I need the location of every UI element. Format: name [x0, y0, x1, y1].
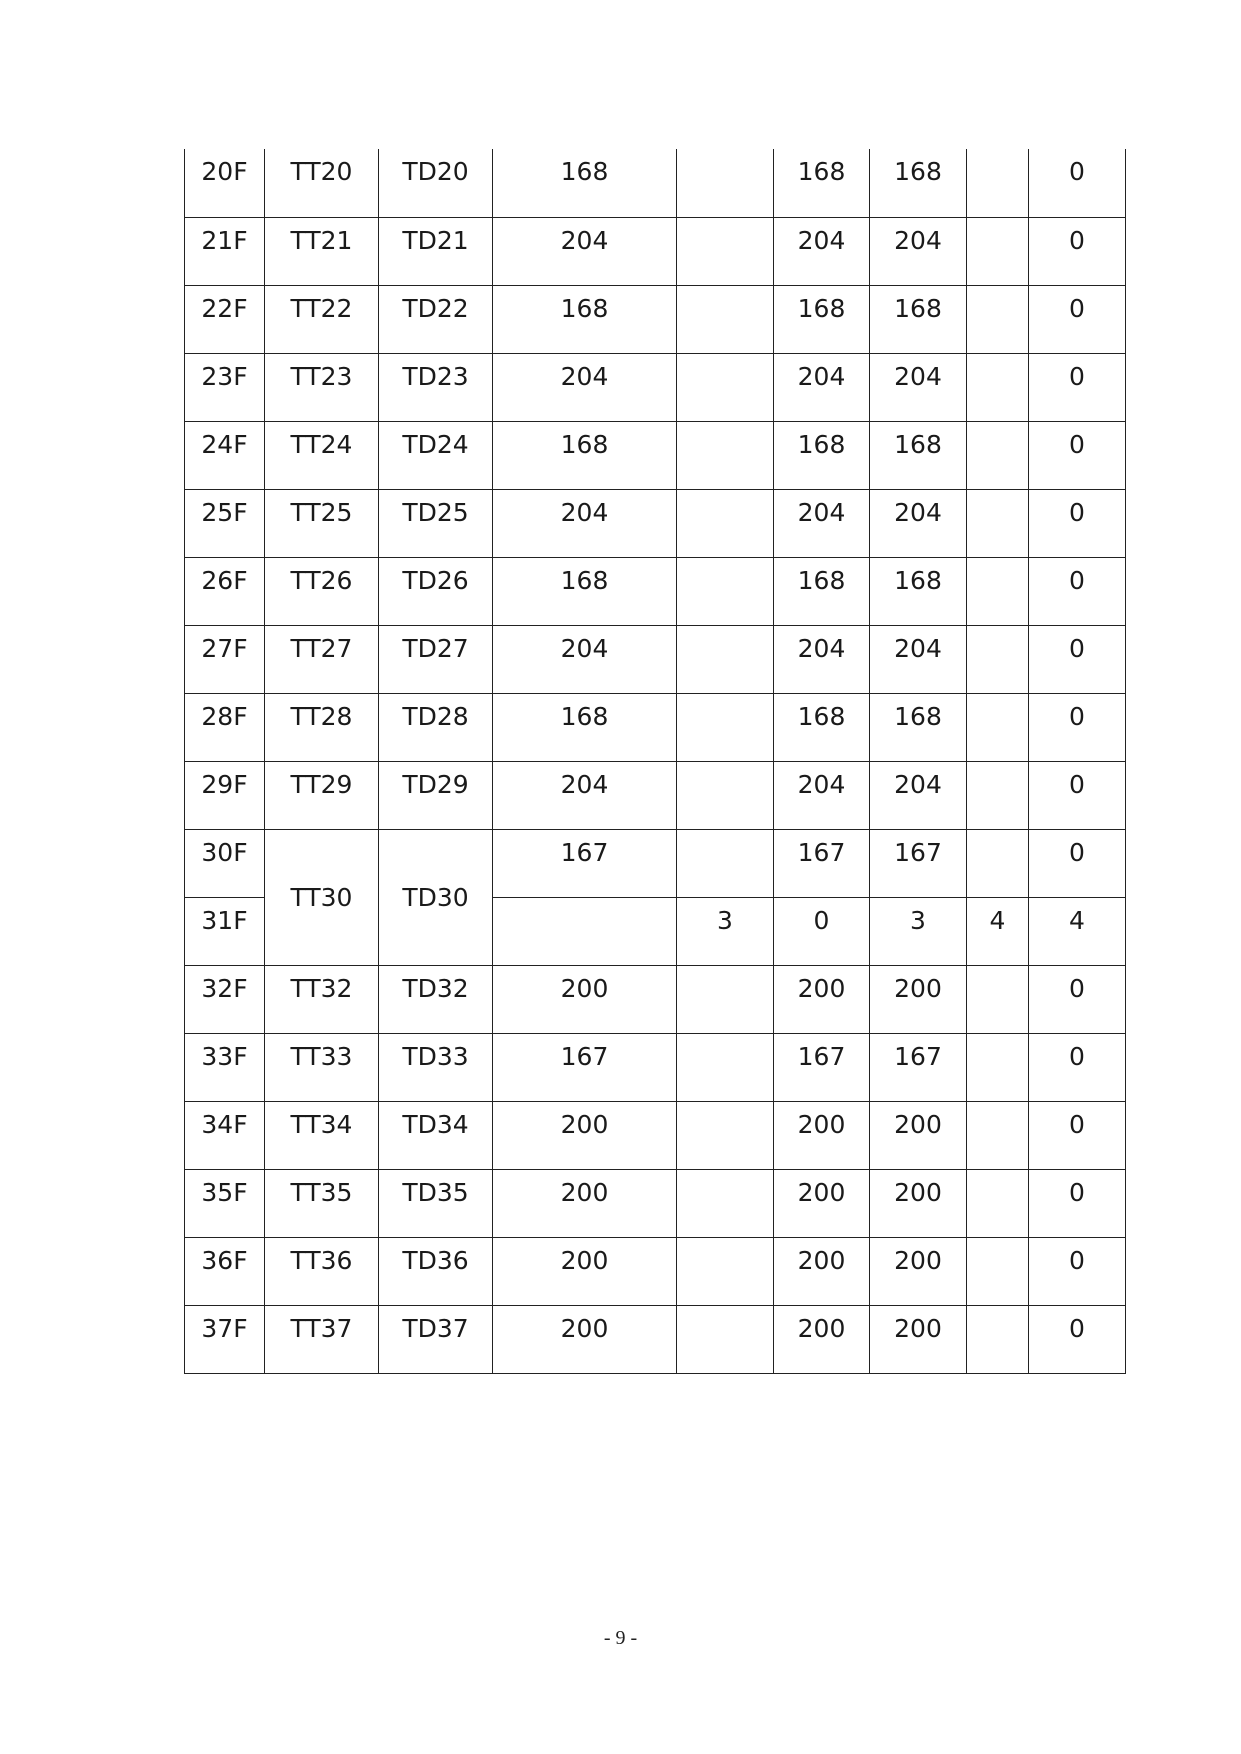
- value-a-cell: 204: [493, 217, 677, 285]
- code-td-cell: TD27: [379, 625, 493, 693]
- code-tt-cell: TT24: [265, 421, 379, 489]
- code-td-cell: TD29: [379, 761, 493, 829]
- value-e-cell: [967, 217, 1029, 285]
- value-a-cell: 167: [493, 1033, 677, 1101]
- value-d-cell: 200: [870, 1305, 967, 1373]
- value-d-cell: 200: [870, 965, 967, 1033]
- code-td-cell: TD20: [379, 149, 493, 217]
- value-d-cell: 3: [870, 897, 967, 965]
- code-tt-cell: TT37: [265, 1305, 379, 1373]
- floor-cell: 30F: [185, 829, 265, 897]
- value-f-cell: 0: [1029, 625, 1126, 693]
- value-a-cell: 200: [493, 1101, 677, 1169]
- page-number: - 9 -: [603, 1627, 638, 1649]
- code-td-cell: TD36: [379, 1237, 493, 1305]
- value-f-cell: 0: [1029, 217, 1126, 285]
- value-f-cell: 0: [1029, 421, 1126, 489]
- floor-cell: 36F: [185, 1237, 265, 1305]
- value-c-cell: 168: [774, 421, 870, 489]
- code-tt-cell: TT36: [265, 1237, 379, 1305]
- value-c-cell: 168: [774, 557, 870, 625]
- code-td-cell: TD35: [379, 1169, 493, 1237]
- value-b-cell: [677, 1169, 774, 1237]
- floor-cell: 28F: [185, 693, 265, 761]
- value-f-cell: 0: [1029, 965, 1126, 1033]
- table-row: [185, 1101, 1126, 1169]
- value-f-cell: 0: [1029, 1101, 1126, 1169]
- code-td-cell: TD26: [379, 557, 493, 625]
- value-d-cell: 200: [870, 1169, 967, 1237]
- floor-cell: 24F: [185, 421, 265, 489]
- table-row: [185, 761, 1126, 829]
- code-tt-cell: TT22: [265, 285, 379, 353]
- table-row: [185, 965, 1126, 1033]
- value-b-cell: [677, 421, 774, 489]
- value-e-cell: [967, 1237, 1029, 1305]
- value-e-cell: 4: [967, 897, 1029, 965]
- value-b-cell: [677, 217, 774, 285]
- code-td-cell: TD30: [379, 829, 493, 965]
- code-td-cell: TD32: [379, 965, 493, 1033]
- value-d-cell: 204: [870, 625, 967, 693]
- floor-cell: 31F: [185, 897, 265, 965]
- code-td-cell: TD25: [379, 489, 493, 557]
- value-b-cell: [677, 829, 774, 897]
- value-c-cell: 168: [774, 285, 870, 353]
- value-d-cell: 167: [870, 1033, 967, 1101]
- value-e-cell: [967, 285, 1029, 353]
- value-e-cell: [967, 1169, 1029, 1237]
- floor-cell: 26F: [185, 557, 265, 625]
- value-e-cell: [967, 693, 1029, 761]
- code-td-cell: TD22: [379, 285, 493, 353]
- value-e-cell: [967, 557, 1029, 625]
- code-td-cell: TD34: [379, 1101, 493, 1169]
- table-row: [185, 421, 1126, 489]
- floor-cell: 23F: [185, 353, 265, 421]
- value-f-cell: 0: [1029, 1305, 1126, 1373]
- table-row: [185, 829, 1126, 897]
- value-b-cell: [677, 693, 774, 761]
- value-e-cell: [967, 761, 1029, 829]
- code-tt-cell: TT21: [265, 217, 379, 285]
- value-f-cell: 0: [1029, 1237, 1126, 1305]
- value-a-cell: 168: [493, 149, 677, 217]
- value-c-cell: 204: [774, 217, 870, 285]
- value-f-cell: 0: [1029, 1033, 1126, 1101]
- value-a-cell: 168: [493, 693, 677, 761]
- value-b-cell: [677, 1033, 774, 1101]
- code-tt-cell: TT30: [265, 829, 379, 965]
- floor-cell: 35F: [185, 1169, 265, 1237]
- code-tt-cell: TT23: [265, 353, 379, 421]
- code-td-cell: TD33: [379, 1033, 493, 1101]
- code-tt-cell: TT29: [265, 761, 379, 829]
- floor-cell: 27F: [185, 625, 265, 693]
- value-b-cell: [677, 149, 774, 217]
- table-row: [185, 285, 1126, 353]
- value-e-cell: [967, 353, 1029, 421]
- value-d-cell: 168: [870, 421, 967, 489]
- value-a-cell: 204: [493, 489, 677, 557]
- value-c-cell: 200: [774, 965, 870, 1033]
- code-td-cell: TD23: [379, 353, 493, 421]
- code-tt-cell: TT34: [265, 1101, 379, 1169]
- value-a-cell: 168: [493, 285, 677, 353]
- value-a-cell: 200: [493, 1237, 677, 1305]
- value-c-cell: 204: [774, 489, 870, 557]
- value-f-cell: 0: [1029, 557, 1126, 625]
- value-e-cell: [967, 1033, 1029, 1101]
- value-f-cell: 0: [1029, 693, 1126, 761]
- value-e-cell: [967, 625, 1029, 693]
- value-a-cell: 168: [493, 421, 677, 489]
- value-b-cell: [677, 1237, 774, 1305]
- code-tt-cell: TT26: [265, 557, 379, 625]
- code-tt-cell: TT35: [265, 1169, 379, 1237]
- value-b-cell: [677, 1305, 774, 1373]
- value-b-cell: [677, 625, 774, 693]
- table-row: [185, 217, 1126, 285]
- value-a-cell: 200: [493, 965, 677, 1033]
- value-e-cell: [967, 489, 1029, 557]
- value-a-cell: [493, 897, 677, 965]
- code-tt-cell: TT33: [265, 1033, 379, 1101]
- floor-cell: 29F: [185, 761, 265, 829]
- floor-cell: 32F: [185, 965, 265, 1033]
- table-row: [185, 353, 1126, 421]
- value-e-cell: [967, 1305, 1029, 1373]
- table-row: [185, 693, 1126, 761]
- value-d-cell: 167: [870, 829, 967, 897]
- value-d-cell: 168: [870, 285, 967, 353]
- value-c-cell: 200: [774, 1305, 870, 1373]
- value-e-cell: [967, 421, 1029, 489]
- value-c-cell: 200: [774, 1169, 870, 1237]
- code-tt-cell: TT27: [265, 625, 379, 693]
- value-c-cell: 204: [774, 353, 870, 421]
- value-b-cell: [677, 285, 774, 353]
- table-row: [185, 489, 1126, 557]
- value-b-cell: 3: [677, 897, 774, 965]
- code-td-cell: TD28: [379, 693, 493, 761]
- value-a-cell: 204: [493, 625, 677, 693]
- table-row: [185, 625, 1126, 693]
- table-row: [185, 1305, 1126, 1373]
- value-d-cell: 204: [870, 217, 967, 285]
- floor-cell: 20F: [185, 149, 265, 217]
- value-f-cell: 0: [1029, 149, 1126, 217]
- value-f-cell: 0: [1029, 761, 1126, 829]
- value-d-cell: 204: [870, 353, 967, 421]
- value-f-cell: 0: [1029, 489, 1126, 557]
- floor-cell: 33F: [185, 1033, 265, 1101]
- table-row: [185, 1237, 1126, 1305]
- value-a-cell: 200: [493, 1169, 677, 1237]
- value-c-cell: 167: [774, 829, 870, 897]
- value-b-cell: [677, 353, 774, 421]
- table-row: [185, 1033, 1126, 1101]
- value-f-cell: 0: [1029, 285, 1126, 353]
- value-d-cell: 200: [870, 1237, 967, 1305]
- code-td-cell: TD24: [379, 421, 493, 489]
- value-b-cell: [677, 1101, 774, 1169]
- value-c-cell: 168: [774, 693, 870, 761]
- value-a-cell: 204: [493, 353, 677, 421]
- value-c-cell: 167: [774, 1033, 870, 1101]
- value-c-cell: 204: [774, 761, 870, 829]
- value-a-cell: 167: [493, 829, 677, 897]
- value-f-cell: 0: [1029, 829, 1126, 897]
- floor-table-body: [185, 149, 1126, 1373]
- value-d-cell: 200: [870, 1101, 967, 1169]
- floor-cell: 21F: [185, 217, 265, 285]
- value-a-cell: 168: [493, 557, 677, 625]
- code-td-cell: TD37: [379, 1305, 493, 1373]
- value-c-cell: 200: [774, 1237, 870, 1305]
- value-e-cell: [967, 149, 1029, 217]
- value-a-cell: 204: [493, 761, 677, 829]
- code-tt-cell: TT20: [265, 149, 379, 217]
- value-d-cell: 168: [870, 557, 967, 625]
- value-d-cell: 204: [870, 489, 967, 557]
- value-e-cell: [967, 1101, 1029, 1169]
- value-f-cell: 0: [1029, 353, 1126, 421]
- value-b-cell: [677, 557, 774, 625]
- value-f-cell: 4: [1029, 897, 1126, 965]
- floor-cell: 25F: [185, 489, 265, 557]
- code-tt-cell: TT25: [265, 489, 379, 557]
- code-tt-cell: TT32: [265, 965, 379, 1033]
- table-row: [185, 557, 1126, 625]
- table-row: [185, 1169, 1126, 1237]
- floor-cell: 34F: [185, 1101, 265, 1169]
- value-c-cell: 204: [774, 625, 870, 693]
- value-f-cell: 0: [1029, 1169, 1126, 1237]
- floor-cell: 22F: [185, 285, 265, 353]
- code-tt-cell: TT28: [265, 693, 379, 761]
- value-b-cell: [677, 489, 774, 557]
- value-d-cell: 168: [870, 693, 967, 761]
- value-a-cell: 200: [493, 1305, 677, 1373]
- value-b-cell: [677, 761, 774, 829]
- value-c-cell: 168: [774, 149, 870, 217]
- value-c-cell: 0: [774, 897, 870, 965]
- value-e-cell: [967, 965, 1029, 1033]
- value-b-cell: [677, 965, 774, 1033]
- floor-cell: 37F: [185, 1305, 265, 1373]
- value-d-cell: 168: [870, 149, 967, 217]
- value-c-cell: 200: [774, 1101, 870, 1169]
- table-row: [185, 149, 1126, 217]
- floor-table: [184, 149, 1126, 1374]
- code-td-cell: TD21: [379, 217, 493, 285]
- value-e-cell: [967, 829, 1029, 897]
- value-d-cell: 204: [870, 761, 967, 829]
